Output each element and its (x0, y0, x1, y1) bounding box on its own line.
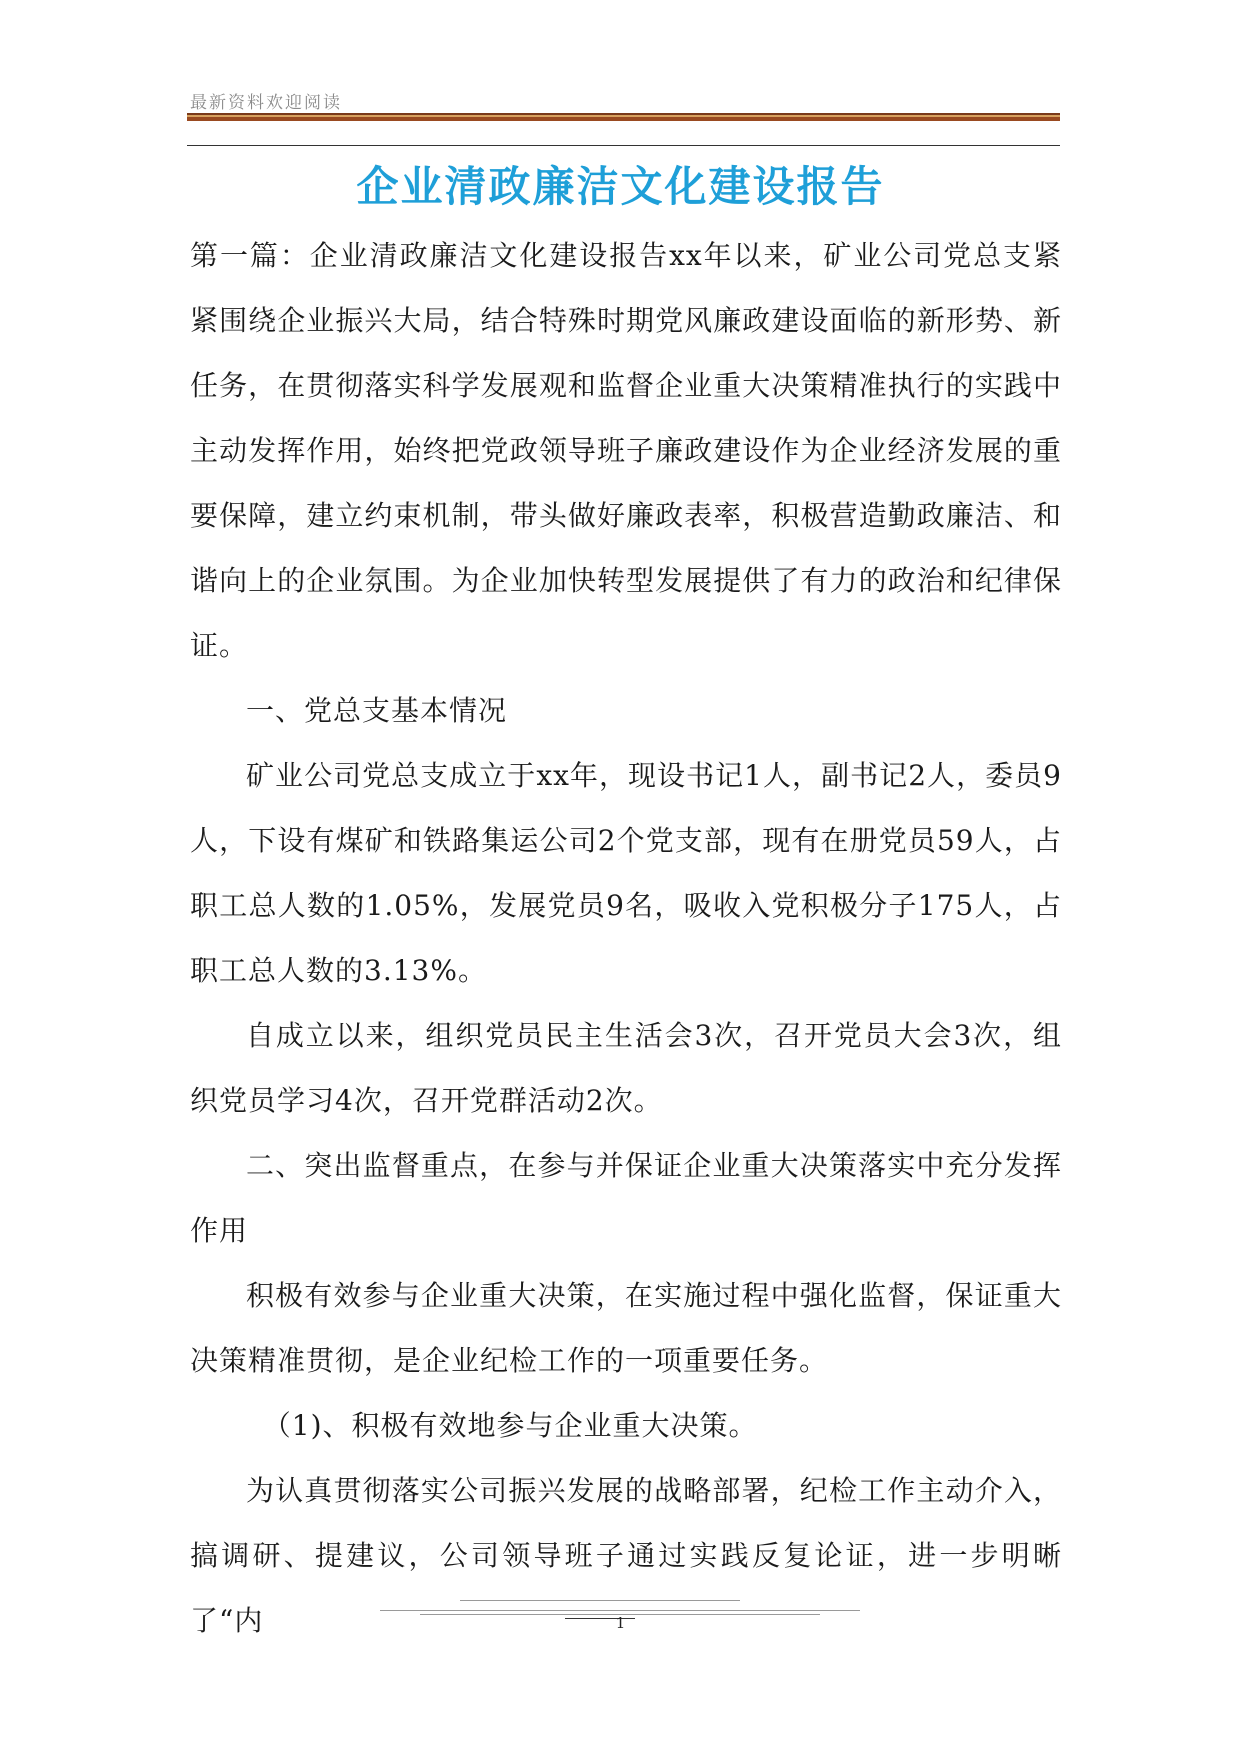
paragraph: 矿业公司党总支成立于xx年，现设书记1人，副书记2人，委员9人，下设有煤矿和铁路集运公司2个党支部，现有在册党员59人，占职工总人数的1.05%，发展党员9名，吸收入党积极分子175人，占职工总人数的3.13%。 (190, 759, 1062, 987)
paragraph: 为认真贯彻落实公司振兴发展的战略部署，纪检工作主动介入，搞调研、提建议，公司领导班子通过实践反复论证，进一步明晰了“内 (190, 1474, 1062, 1637)
header-rule-decorative (187, 113, 1060, 121)
section-heading-2: 二、突出监督重点，在参与并保证企业重大决策落实中充分发挥作用 (190, 1149, 1062, 1247)
header-text: 最新资料欢迎阅读 (190, 93, 342, 113)
document-body (190, 223, 1062, 1653)
paragraph: 积极有效参与企业重大决策，在实施过程中强化监督，保证重大决策精准贯彻，是企业纪检工作的一项重要任务。 (190, 1279, 1062, 1377)
page-number: 1 (615, 1614, 626, 1632)
paragraph-intro: 第一篇：企业清政廉洁文化建设报告xx年以来，矿业公司党总支紧紧围绕企业振兴大局，结合特殊时期党风廉政建设面临的新形势、新任务，在贯彻落实科学发展观和监督企业重大决策精准执行的实践中主动发挥作用，始终把党政领导班子廉政建设作为企业经济发展的重要保障，建立约束机制，带头做好廉政表率，积极营造勤政廉洁、和谐向上的企业氛围。为企业加快转型发展提供了有力的政治和纪律保证。 (190, 239, 1062, 662)
header-rule-thin (187, 145, 1060, 146)
paragraph: 自成立以来，组织党员民主生活会3次，召开党员大会3次，组织党员学习4次，召开党群活动2次。 (190, 1019, 1062, 1117)
section-heading-1: 一、党总支基本情况 (246, 694, 508, 727)
document-title: 企业清政廉洁文化建设报告 (356, 162, 885, 211)
sub-heading: （1)、积极有效地参与企业重大决策。 (262, 1409, 758, 1442)
